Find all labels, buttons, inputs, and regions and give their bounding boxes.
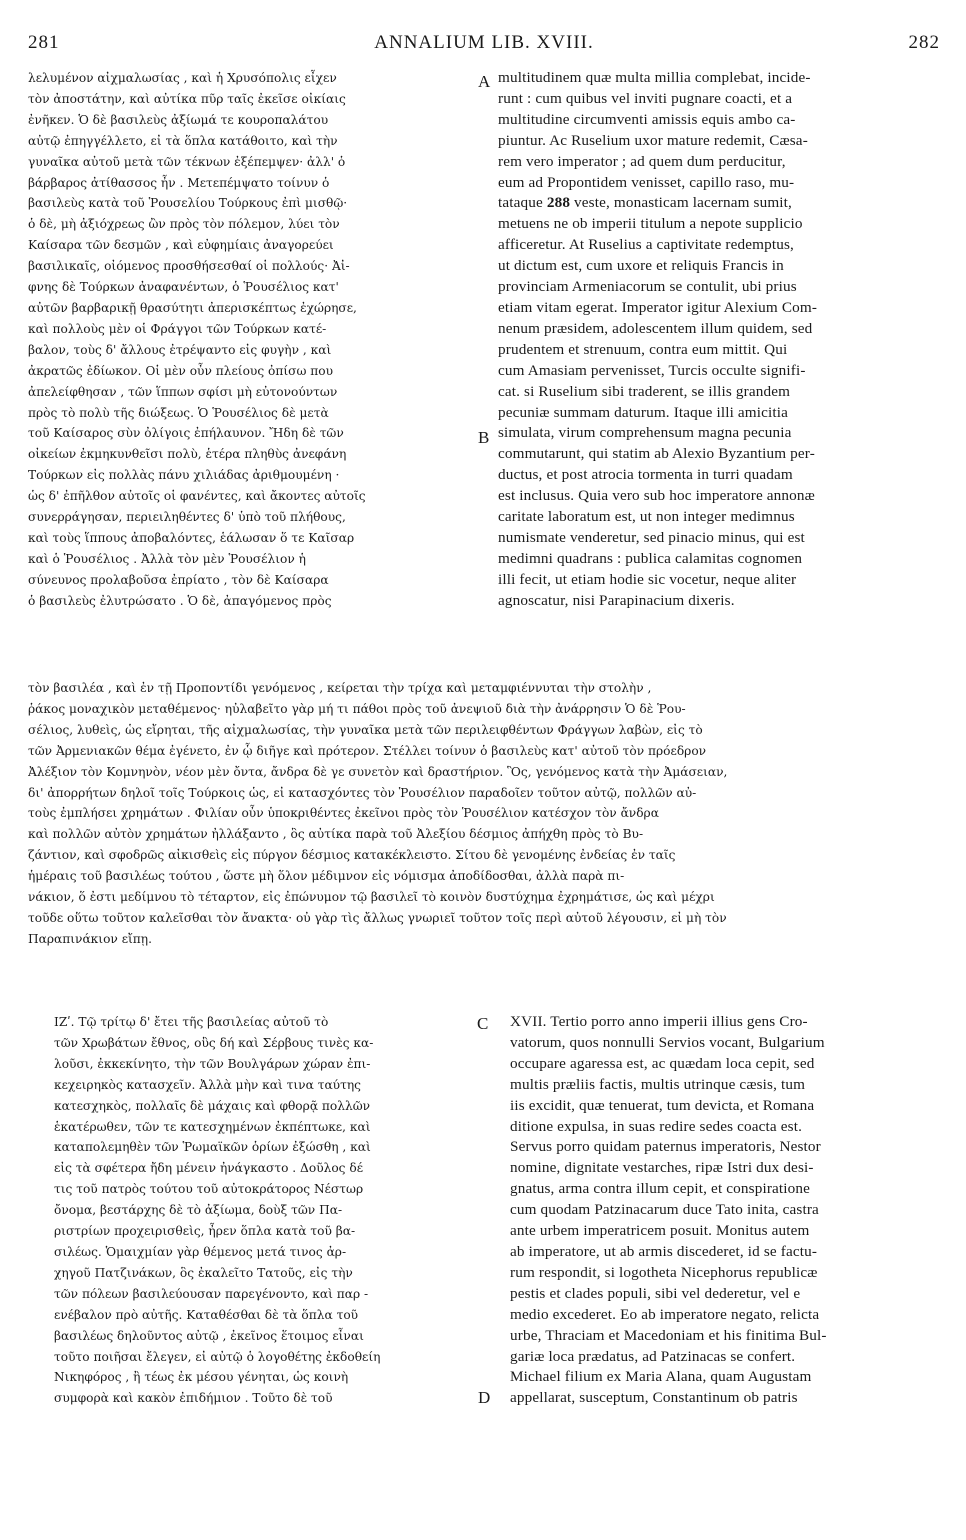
text-line: λοῦσι, ἐκκεκίνητο, τὴν τῶν Βουλγάρων χώραν ἐπι- xyxy=(54,1056,371,1071)
text-line: λελυμένον αἰχμαλωσίας , καὶ ἡ Χρυσόπολις εἶχεν xyxy=(28,71,337,85)
text-line: eum ad Propontidem venisset, capillo raso, mu- xyxy=(498,173,795,191)
text-line: nomine, dignitate vestarches, ripæ Istri dux desi- xyxy=(510,1159,814,1177)
text-line: βαλον, τοὺς δ' ἄλλους ἐτρέψαντο εἰς φυγὴν , καὶ xyxy=(28,342,332,357)
text-line: runt : cum quibus vel inviti pugnare coacti, et a xyxy=(498,89,793,107)
text-line: καὶ ὁ Ῥουσέλιος . Ἀλλὰ τὸν μὲν Ῥουσέλιον ἡ xyxy=(28,551,306,566)
running-header xyxy=(28,18,940,58)
text-line: ἀκρατῶς ἐδίωκον. Οἱ μὲν οὖν πλείους ὀπίσω που xyxy=(28,363,334,378)
text-line: καὶ πολλοὺς μὲν οἱ Φράγγοι τῶν Τούρκων κατέ- xyxy=(28,321,327,336)
text-line: αὐτῶν βαρβαρικῇ θρασύτητι ἀπερισκέπτως ἐχώρησε, xyxy=(28,300,357,315)
text-line: agnoscatur, nisi Parapinacium dixeris. xyxy=(498,591,735,609)
text-line: κατεσχηκὸς, πολλαῖς δὲ μάχαις καὶ φθορᾷ πολλῶν xyxy=(54,1098,371,1113)
text-line: βασιλέως δηλοῦντος αὐτῷ , ἐκεῖνος ἕτοιμος εἶναι xyxy=(54,1328,364,1343)
text-line: rem vero imperator ; ad quem dum perducitur, xyxy=(498,152,786,170)
section-marker-b: B xyxy=(478,428,490,447)
text-line: ενέβαλον πρὸ αὐτῆς. Καταθέσθαι δὲ τὰ ὅπλα τοῦ xyxy=(54,1307,359,1322)
text-line: καὶ πολλῶν αὐτὸν χρημάτων ἠλλάξαντο , ὃς αὐτίκα παρὰ τοῦ Ἀλεξίου δέσμιος ἀπήχθη πρὸς τὸ Βυ- xyxy=(28,827,644,842)
text-line: multitudinem quæ multa millia complebat, incide- xyxy=(498,69,811,86)
text-line: ὡς δ' ἐπῆλθον αὐτοῖς οἱ φανέντες, καὶ ἄκοντες αὐτοῖς xyxy=(28,489,366,504)
text-line: καταπολεμηθὲν τῶν Ῥωμαϊκῶν ὁρίων ἐξώσθη , καὶ xyxy=(54,1140,371,1155)
text-line: ἀπελείφθησαν , τῶν ἵππων σφίσι μὴ εὐτονούντων xyxy=(28,384,338,399)
text-line: commutarunt, qui statim ab Alexio Byzantium per- xyxy=(498,445,815,463)
text-line: multis præliis factis, multis utrinque cæsis, tum xyxy=(510,1075,806,1093)
text-line: βάρβαρος ἀτίθασσος ἦν . Μετεπέμψατο τοίνυν ὁ xyxy=(28,175,330,190)
text-line: τῶν πόλεων βασιλεύουσαν παρεγένοντο, καὶ παρ - xyxy=(54,1286,369,1301)
text-line: cum Amasiam pervenisset, Turcis occulte signifi- xyxy=(498,361,806,379)
text-line: pecuniæ summam daturum. Itaque illi amicitia xyxy=(498,403,789,421)
page-number-right: 282 xyxy=(908,32,940,53)
text-line: est inclusus. Quia vero sub hoc imperatore annonæ xyxy=(498,487,815,505)
text-line: cat. si Ruselium sibi traderent, se illis grandem xyxy=(498,382,791,400)
text-line: νάκιον, ὅ ἐστι μεδίμνου τὸ τέταρτον, εἰς ἐπώνυμον τῷ βασιλεῖ τὸ κοινὸν δυστύχημα ἐχρημάτισε, ὡς καὶ μέχρι xyxy=(28,890,715,905)
greek-column-bottom xyxy=(54,1012,474,1409)
text-line: caritate laboratum est, ut non integer medimnus xyxy=(498,508,795,526)
text-line: urbe, Thraciam et Macedoniam et his finitima Bul- xyxy=(510,1326,827,1344)
text-line: medimni quadrans : publica calamitas cognomen xyxy=(498,549,803,567)
text-line: φνης δὲ Τούρκων ἀναφανέντων, ὁ Ῥουσέλιος κατ' xyxy=(28,280,339,295)
text-line: ante urbem imperatricem posuit. Monitus autem xyxy=(510,1222,810,1240)
text-line: τις τοῦ πατρὸς τούτου τοῦ αὐτοκράτορος Νέστωρ xyxy=(54,1182,364,1197)
text-line: σιλέως. Ὁμαιχμίαν γὰρ θέμενος μετά τινος ἀρ- xyxy=(54,1244,347,1259)
text-fragment: tataque xyxy=(498,194,547,212)
text-line: γυναῖκα αὐτοῦ μετὰ τῶν τέκνων ἐξέπεμψεν· ἀλλ' ὁ xyxy=(28,154,346,169)
text-line: rum respondit, si logotheta Nicephorus republicæ xyxy=(510,1263,818,1281)
text-line: Servus porro quidam paternus imperatoris, Nestor xyxy=(510,1138,821,1156)
text-line: καὶ τοὺς ἵππους ἀποβαλόντες, ἑάλωσαν ὅ τε Καῖσαρ xyxy=(28,530,355,545)
text-line: ductus, et post atrocia tormenta in turri quadam xyxy=(498,466,793,484)
text-line: gariæ loca prædatus, ad Patzinacas se confert. xyxy=(510,1347,796,1365)
text-line: piuntur. Ac Ruselium uxor mature redemit, Cæsa- xyxy=(498,131,808,149)
section-marker-d: D xyxy=(478,1388,491,1407)
latin-column-top xyxy=(498,68,942,612)
running-title: ANNALIUM LIB. XVIII. xyxy=(374,32,594,53)
section-marker-a: A xyxy=(478,72,491,91)
text-line: metuens ne ob imperii titulum a nepote supplicio xyxy=(498,215,803,233)
greek-column-top xyxy=(28,68,490,612)
text-line: ab imperatore, ut ab armis discederet, id se factu- xyxy=(510,1242,818,1260)
text-line: illi fecit, ut etiam hodie sic vocetur, neque aliter xyxy=(498,570,797,588)
text-line: τοὺς ἐμπλήσει χρημάτων . Φιλίαν οὖν ὑποκριθέντες ἐκεῖνοι πρὸς τὸν Ῥουσέλιον κατέσχον τὸν ἄνδρα xyxy=(28,806,659,821)
text-line: Παραπινάκιον εἴπῃ. xyxy=(28,931,152,946)
greek-full-width-passage xyxy=(28,678,940,950)
text-line: τῶν Ἀρμενιακῶν θέμα ἐγένετο, ἐν ᾧ διῆγε καὶ πρότερον. Στέλλει τοίνυν ὁ βασιλεὺς κατ' αὐτοῦ τὸν πρόεδρον xyxy=(28,743,707,758)
text-line: prudentem et strenuum, contra eum mittit. Qui xyxy=(498,340,788,358)
text-line: ditione expulsa, in suas redire sedes coacta est. xyxy=(510,1117,803,1135)
text-line: τὸν ἀποστάτην, καὶ αὐτίκα πῦρ ταῖς ἐκεῖσε οἰκίαις xyxy=(28,91,346,106)
text-line: συμφορὰ καὶ κακὸν ἐπιδήμιον . Τοῦτο δὲ τοῦ xyxy=(54,1391,333,1406)
text-line: ζάντιον, καὶ σφοδρῶς αἰκισθεὶς εἰς πύργον δέσμιος κατακέκλειστο. Σίτου δὲ γενομένης ἐνδείας ἐν ταῖς xyxy=(28,848,676,863)
text-line: κεχειρηκὸς κατασχεῖν. Ἀλλὰ μὴν καὶ τινα ταύτης xyxy=(54,1077,361,1092)
latin-column-bottom xyxy=(510,1012,942,1409)
inline-page-number: 288 xyxy=(546,194,571,212)
text-line: XVII. Tertio porro anno imperii illius gens Cro- xyxy=(510,1013,808,1030)
text-line: gnatus, arma contra illum cepit, et conspiratione xyxy=(510,1180,811,1198)
text-line: vatorum, quos nonnulli Servios vocant, Bulgarium xyxy=(510,1033,825,1051)
text-line: αὐτῷ ἐπηγγέλλετο, εἰ τὰ ὅπλα κατάθοιτο, καὶ τὴν xyxy=(28,133,338,148)
text-line: Τούρκων εἰς πολλὰς πάνυ χιλιάδας ἀριθμουμένη · xyxy=(28,468,340,483)
text-line: Ἀλέξιον τὸν Κομνηνὸν, νέον μὲν ὄντα, ἄνδρα δὲ γε συνετὸν καὶ δραστήριον. Ὃς, γενόμενος κατὰ τὴν Ἀμάσειαν, xyxy=(28,764,728,779)
text-line: ῥάκος μοναχικὸν μεταθέμενος· ηὐλαβεῖτο γὰρ μή τι πάθοι πρὸς τοῦ ἀνεψιοῦ διὰ τὴν ἀνάρρησιν Ὁ δὲ Ῥου- xyxy=(28,701,686,716)
text-line: pestis et clades populi, sibi vel dederetur, vel e xyxy=(510,1284,801,1302)
text-line: occupare agaressa est, ac quædam loca cepit, sed xyxy=(510,1054,815,1072)
section-marker-c: C xyxy=(477,1014,489,1033)
text-line: nenum præsidem, adolescentem illum quidem, sed xyxy=(498,319,813,337)
text-line: numismate venderetur, sed pinacio minus, qui est xyxy=(498,528,805,546)
text-line xyxy=(498,193,942,214)
text-line: ut dictum est, cum uxore et reliquis Francis in xyxy=(498,257,784,275)
text-line: συνερράγησαν, περιειληθέντες δ' ὑπὸ τοῦ πλήθους, xyxy=(28,510,346,525)
text-line: Νικηφόρος , ἢ τέως ἐκ μέσου γένηται, ὡς κοινὴ xyxy=(54,1370,349,1385)
text-line: Καίσαρα τῶν δεσμῶν , καὶ εὐφημίαις ἀναγορεύει xyxy=(28,238,334,253)
text-line: τοῦδε οὕτω τοῦτον καλεῖσθαι τὸν ἄνακτα· οὐ γὰρ τὶς ἄλλως γνωριεῖ τοῦτον τοῖς περὶ αὐτοῦ λέγουσιν, εἰ μὴ τὸν xyxy=(28,910,727,925)
text-line: ἑκατέρωθεν, τῶν τε κατεσχημένων ἐκπέπτωκε, καὶ xyxy=(54,1119,371,1134)
text-line: τῶν Χρωβάτων ἔθνος, οὓς δή καὶ Σέρβους τινὲς κα- xyxy=(54,1035,374,1050)
text-line: πρὸς τὸ πολὺ τῆς διώξεως. Ὁ Ῥουσέλιος δὲ μετὰ xyxy=(28,405,329,420)
text-line: τὸν βασιλέα , καὶ ἐν τῇ Προποντίδι γενόμενος , κείρεται τὴν τρίχα καὶ μεταμφιέννυται τὴν στολὴν , xyxy=(28,681,652,695)
text-line: βασιλεὺς κατὰ τοῦ Ῥουσελίου Τούρκους ἐπὶ μισθῷ· xyxy=(28,196,348,211)
text-line: βασιλικαῖς, οἰόμενος προσθήσεσθαί οἱ πολλούς· Ἀἰ- xyxy=(28,259,350,274)
text-line: ὁ βασιλεὺς ἐλυτρώσατο . Ὁ δὲ, ἀπαγόμενος πρὸς xyxy=(28,593,332,608)
text-line: medio excederet. Eo ab imperatore negato, relicta xyxy=(510,1305,820,1323)
text-fragment: veste, monasticam lacernam sumit, xyxy=(570,194,792,212)
text-line: εἰς τὰ σφέτερα ἤδη μένειν ἠνάγκαστο . Δοῦλος δέ xyxy=(54,1161,364,1176)
text-line: multitudine circumventi amissis equis ambo ca- xyxy=(498,110,796,128)
text-line: χηγοῦ Πατζινάκων, ὃς ἐκαλεῖτο Τατοῦς, εἰς τὴν xyxy=(54,1265,353,1280)
text-line: ριστρίων προχειρισθεὶς, ἦρεν ὅπλα κατὰ τοῦ βα- xyxy=(54,1224,356,1239)
text-line: οἰκείων ἐκμηκυνθεῖσι πολὺ, ἑτέρα πληθὺς ἀνεφάνη xyxy=(28,447,347,462)
text-line: etiam vitam egerat. Imperator igitur Alexium Com- xyxy=(498,298,818,316)
text-line: provinciam Armeniacorum se contulit, ubi prius xyxy=(498,278,797,296)
text-line: τοῦ Καίσαρος σὺν ὀλίγοις ἐπήλαυνον. Ἤδη δὲ τῶν xyxy=(28,426,344,441)
text-line: ἐνῆκεν. Ὁ δὲ βασιλεὺς ἀξίωμά τε κουροπαλάτου xyxy=(28,112,329,127)
text-line: appellarat, susceptum, Constantinum ob patris xyxy=(510,1389,798,1407)
text-line: ΙΖʹ. Τῷ τρίτῳ δ' ἔτει τῆς βασιλείας αὐτοῦ τὸ xyxy=(54,1015,329,1029)
text-line: iis excidit, quæ tenuerat, tum devicta, et Romana xyxy=(510,1096,815,1114)
text-line: τοῦτο ποιῆσαι ἔλεγεν, εἰ αὐτῷ ὁ λογοθέτης ἐκδοθείη xyxy=(54,1349,381,1364)
text-line: δι' ἀπορρήτων δηλοῖ τοῖς Τούρκοις ὡς, εἰ κατασχόντες τὸν Ῥουσέλιον παραδοῖεν τοῦτον αὐτῷ, πολλῶν αὐ- xyxy=(28,785,697,800)
page-number-left: 281 xyxy=(28,32,60,53)
text-line: σύνευνος προλαβοῦσα ἐπρίατο , τὸν δὲ Καίσαρα xyxy=(28,572,329,587)
text-line: ὄνομα, βεστάρχης δὲ τὸ ἀξίωμα, δοὺξ τῶν Πα- xyxy=(54,1203,343,1218)
text-line: simulata, virum comprehensum magna pecunia xyxy=(498,424,792,442)
text-line: σέλιος, λυθεὶς, ὡς εἴρηται, τῆς αἰχμαλωσίας, τὴν γυναῖκα μετὰ τῶν περιλειφθέντων Φράγγων λαβὼν, εἰς τὸ xyxy=(28,722,703,737)
text-line: ὁ δὲ, μὴ ἀξιόχρεως ὢν πρὸς τὸν πόλεμον, λύει τὸν xyxy=(28,217,340,232)
text-line: Michael filium ex Maria Alana, quam Augustam xyxy=(510,1368,812,1386)
text-line: afficeretur. At Ruselius a captivitate redemptus, xyxy=(498,236,794,254)
text-line: cum quodam Patzinacarum duce Tato inita, castra xyxy=(510,1201,819,1219)
text-line: ἡμέραις τοῦ βασιλέως τούτου , ὥστε μὴ ὅλον μέδιμνον εἰς νόμισμα ἀποδίδοσθαι, ἀλλὰ παρὰ πι- xyxy=(28,869,625,884)
